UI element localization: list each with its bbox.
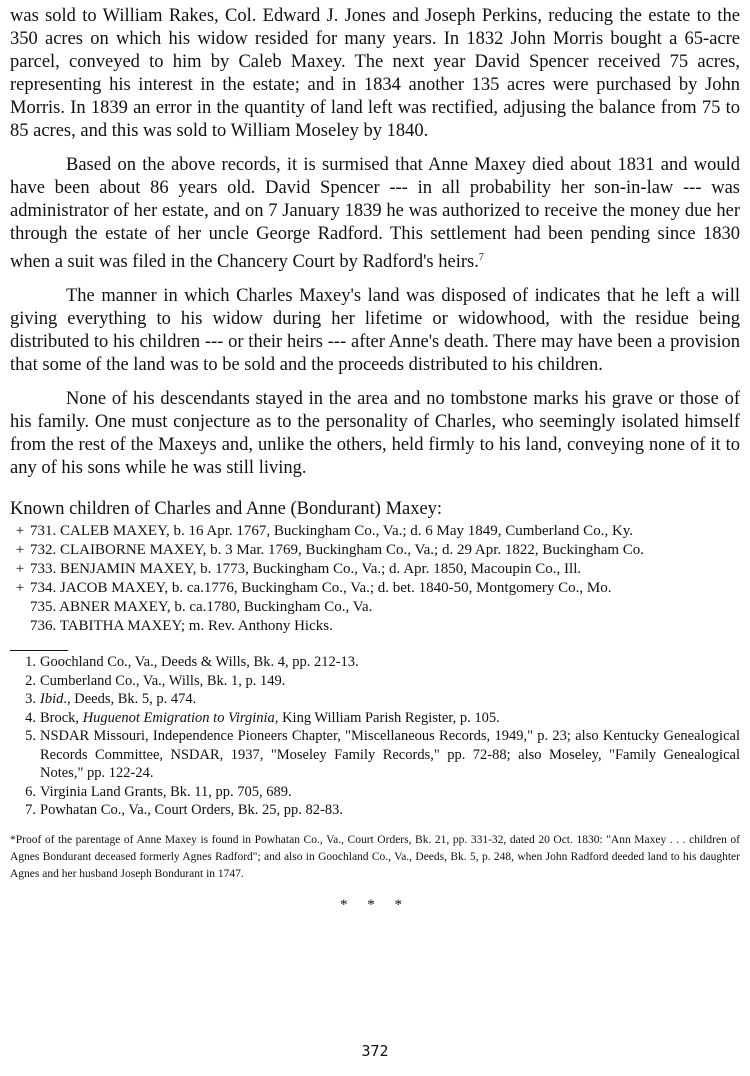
paragraph-2-text: Based on the above records, it is surmised that Anne Maxey died about 1831 and would have been about 86 years old. David Spencer --- in all probability her son-in-law --- was administrator of her estate, and on 7 January 1839 he was authorized to receive the money due her through the estate of her uncle George Radford. This settlement had been pending since 1830 when a suit was filed in the Chancery Court by Radford's heirs. [10,155,740,273]
section-separator: * * * [340,896,410,913]
child-text: 731. CALEB MAXEY, b. 16 Apr. 1767, Buckingham Co., Va.; d. 6 May 1849, Cumberland Co., Ky. [30,523,634,540]
page-content [10,5,740,914]
footnote-number: 5. [25,728,36,745]
child-mark [10,617,30,636]
footnote-body: ., Deeds, Bk. 5, p. 474. [63,691,197,708]
child-mark: + [15,561,25,578]
child-text: 734. JACOB MAXEY, b. ca.1776, Buckingham Co., Va.; d. bet. 1840-50, Montgomery Co., Mo. [30,580,612,597]
child-text: 733. BENJAMIN MAXEY, b. 1773, Buckingham Co., Va.; d. Apr. 1850, Macoupin Co., Ill. [30,561,582,578]
paragraph-2 [10,154,740,274]
child-mark: + [15,542,25,559]
children-list [10,522,740,636]
child-mark: + [15,523,25,540]
footnote-pre: Brock, [40,709,83,726]
footnote-number: 7. [25,802,36,819]
child-item [10,598,740,617]
footnote-text [40,801,740,820]
child-item [10,617,740,636]
footnote-number: 1. [25,654,36,671]
footnote-text [40,709,740,728]
child-item [10,579,740,598]
child-text: 735. ABNER MAXEY, b. ca.1780, Buckingham Co., Va. [30,599,373,616]
footnote-item [10,672,740,691]
footnotes-list [10,653,740,820]
footnote-item [10,783,740,802]
footnote-ref-7: 7 [478,252,484,263]
footnote-body: Powhatan Co., Va., Court Orders, Bk. 25, pp. 82-83. [40,802,344,819]
paragraph-1: was sold to William Rakes, Col. Edward J. Jones and Joseph Perkins, reducing the estate to the 350 acres on which his widow resided for many years. In 1832 John Morris bought a 65-acre parcel, conveyed to him by Caleb Maxey. The next year David Spencer received 75 acres, representing his interest in the estate; and in 1834 another 135 acres were purchased by John Morris. In 1839 an error in the quantity of land left was rectified, adjusing the balance from 75 to 85 acres, and this was sold to William Moseley by 1840. [10,6,740,141]
footnote-body: NSDAR Missouri, Independence Pioneers Chapter, "Miscellaneous Records, 1949," p. 23; also Kentucky Genealogical Records Committee, NSDAR, 1937, "Moseley Family Records," pp. 72-88; also Moseley, "Family Genealogical Notes," pp. 122-24. [40,728,740,782]
footnote-number: 3. [25,691,36,708]
footnote-body: Virginia Land Grants, Bk. 11, pp. 705, 689. [40,783,292,800]
footnote-item [10,690,740,709]
footnote-text [40,727,740,783]
footnote-item [10,709,740,728]
footnote-text [40,672,740,691]
footnote-item [10,727,740,783]
footnote-text [40,653,740,672]
footnote-italic: Ibid [40,691,64,708]
children-heading: Known children of Charles and Anne (Bondurant) Maxey: [10,499,443,520]
footnote-text [40,783,740,802]
child-text: 736. TABITHA MAXEY; m. Rev. Anthony Hicks. [30,618,333,635]
footnote-italic: Huguenot Emigration to Virginia [82,709,275,726]
footnote-item [10,801,740,820]
footnote-text [40,690,740,709]
child-mark: + [15,580,25,597]
footnote-body: , King William Parish Register, p. 105. [274,709,500,726]
child-item [10,560,740,579]
child-mark [10,598,30,617]
child-text: 732. CLAIBORNE MAXEY, b. 3 Mar. 1769, Buckingham Co., Va.; d. 29 Apr. 1822, Buckingham Co. [30,542,645,559]
footnote-body: Cumberland Co., Va., Wills, Bk. 1, p. 149. [40,672,286,689]
paragraph-3: The manner in which Charles Maxey's land was disposed of indicates that he left a will giving everything to his widow during her lifetime or widowhood, with the residue being distributed to his children --- or their heirs --- after Anne's death. There may have been a provision that some of the land was to be sold and the proceeds distributed to his children. [10,286,740,376]
footnote-divider [10,650,68,651]
paragraph-4: None of his descendants stayed in the area and no tombstone marks his grave or those of his family. One must conjecture as to the personality of Charles, who seemingly isolated himself from the rest of the Maxeys and, unlike the others, held firmly to his land, conveying none of it to any of his sons while he was still living. [10,389,740,479]
footnote-number: 4. [25,709,36,726]
child-item [10,522,740,541]
footnote-body: Goochland Co., Va., Deeds & Wills, Bk. 4, pp. 212-13. [40,654,359,671]
child-item [10,541,740,560]
proof-note: *Proof of the parentage of Anne Maxey is found in Powhatan Co., Va., Court Orders, Bk. 21, pp. 331-32, dated 20 Oct. 1830: "Ann Maxey . . . children of Agnes Bondurant deceased formerly Agnes Radford"; and also in Goochland Co., Va., Deeds, Bk. 5, p. 248, when John Radford deeded land to his daughter Agnes and her husband Joseph Bondurant in 1747. [10,833,740,880]
footnote-number: 6. [25,783,36,800]
page-number: 372 [361,1042,389,1060]
footnote-item [10,653,740,672]
footnote-number: 2. [25,672,36,689]
